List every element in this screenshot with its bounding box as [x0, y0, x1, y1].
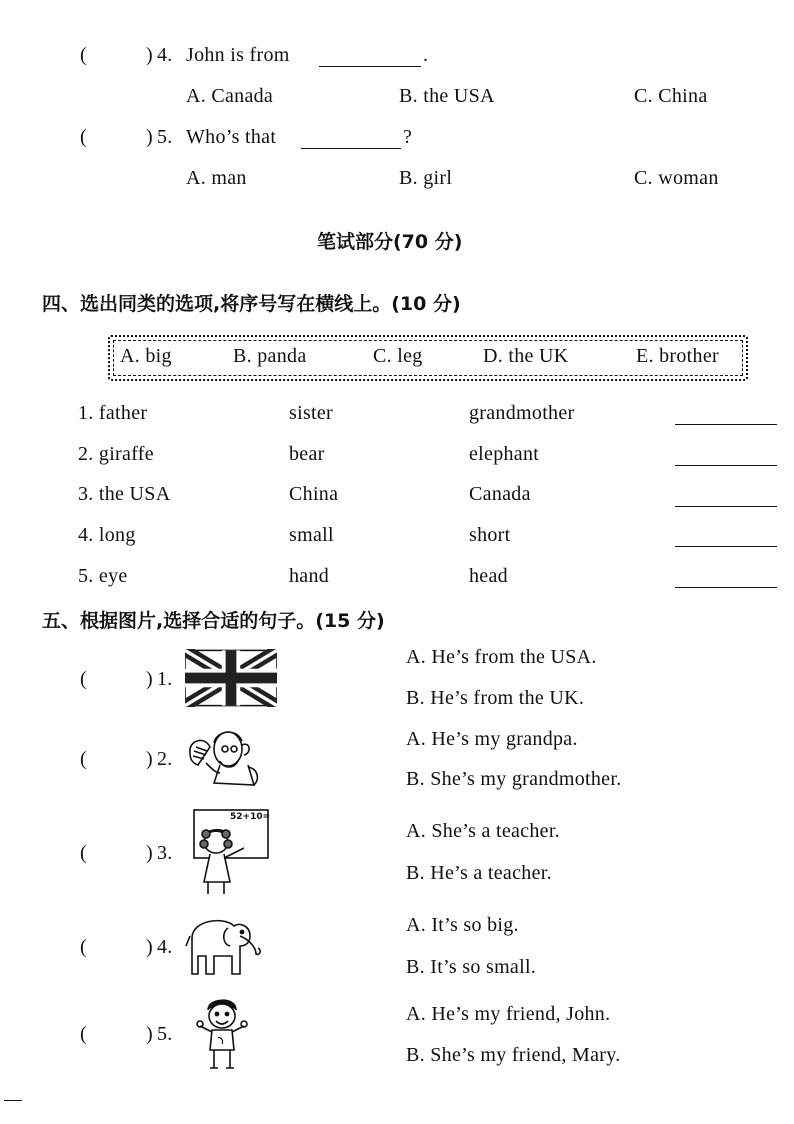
- row-word-3: short: [469, 524, 511, 546]
- option-b: B. the USA: [399, 85, 495, 107]
- choice-b: B. panda: [233, 345, 307, 367]
- boy-icon: [196, 996, 248, 1072]
- question-number: 4.: [157, 936, 173, 958]
- row-word-2: sister: [289, 402, 334, 424]
- written-part-title: 笔试部分(70 分): [317, 231, 463, 253]
- option-a: A. He’s from the USA.: [406, 646, 597, 668]
- answer-paren-close: ): [146, 748, 153, 770]
- answer-paren-open: (: [80, 748, 87, 770]
- answer-paren-open: (: [80, 842, 87, 864]
- answer-paren-close: ): [146, 668, 153, 690]
- option-b: B. She’s my friend, Mary.: [406, 1044, 621, 1066]
- question-stem: Who’s that: [186, 126, 277, 148]
- row-word-2: small: [289, 524, 334, 546]
- answer-paren-open: (: [80, 936, 87, 958]
- question-number: 1.: [157, 668, 173, 690]
- answer-paren-open: (: [80, 668, 87, 690]
- option-a: A. He’s my grandpa.: [406, 728, 578, 750]
- option-b: B. He’s from the UK.: [406, 687, 585, 709]
- question-stem-end: ?: [403, 126, 413, 148]
- answer-blank[interactable]: [301, 148, 401, 149]
- answer-blank[interactable]: [675, 546, 777, 547]
- option-a: A. He’s my friend, John.: [406, 1003, 611, 1025]
- answer-paren-open: (: [80, 44, 87, 66]
- answer-blank[interactable]: [319, 66, 421, 67]
- answer-blank[interactable]: [675, 587, 777, 588]
- row-word-2: China: [289, 483, 339, 505]
- question-stem-end: .: [423, 44, 429, 66]
- option-a: A. Canada: [186, 85, 274, 107]
- option-c: C. woman: [634, 167, 719, 189]
- question-number: 5.: [157, 1023, 173, 1045]
- answer-paren-close: ): [146, 126, 153, 148]
- question-number: 3.: [157, 842, 173, 864]
- choice-e: E. brother: [636, 345, 719, 367]
- option-b: B. She’s my grandmother.: [406, 768, 622, 790]
- section-5-title: 五、根据图片,选择合适的句子。(15 分): [42, 610, 385, 632]
- option-b: B. girl: [399, 167, 453, 189]
- answer-paren-open: (: [80, 1023, 87, 1045]
- choice-d: D. the UK: [483, 345, 569, 367]
- answer-blank[interactable]: [675, 424, 777, 425]
- section-4-title: 四、选出同类的选项,将序号写在横线上。(10 分): [42, 293, 461, 315]
- row-word-2: bear: [289, 443, 325, 465]
- answer-paren-close: ): [146, 936, 153, 958]
- row-word-1: 3. the USA: [78, 483, 171, 505]
- row-word-1: 1. father: [78, 402, 148, 424]
- row-word-3: elephant: [469, 443, 540, 465]
- answer-paren-close: ): [146, 842, 153, 864]
- uk-flag-icon: [185, 649, 277, 707]
- answer-paren-open: (: [80, 126, 87, 148]
- option-a: A. She’s a teacher.: [406, 820, 560, 842]
- answer-blank[interactable]: [675, 506, 777, 507]
- option-b: B. It’s so small.: [406, 956, 537, 978]
- option-b: B. He’s a teacher.: [406, 862, 552, 884]
- row-word-1: 5. eye: [78, 565, 128, 587]
- row-word-1: 2. giraffe: [78, 443, 154, 465]
- option-c: C. China: [634, 85, 708, 107]
- question-number: 2.: [157, 748, 173, 770]
- elephant-icon: [184, 910, 268, 980]
- answer-paren-close: ): [146, 1023, 153, 1045]
- board-text: 52+10=: [230, 812, 271, 822]
- grandpa-icon: [184, 723, 268, 793]
- question-number: 4.: [157, 44, 173, 66]
- row-word-3: grandmother: [469, 402, 575, 424]
- answer-blank[interactable]: [675, 465, 777, 466]
- choice-a: A. big: [120, 345, 172, 367]
- page-edge-mark: [4, 1100, 22, 1101]
- choice-c: C. leg: [373, 345, 423, 367]
- row-word-1: 4. long: [78, 524, 136, 546]
- teacher-icon: [190, 808, 274, 896]
- option-a: A. It’s so big.: [406, 914, 519, 936]
- option-a: A. man: [186, 167, 247, 189]
- row-word-2: hand: [289, 565, 330, 587]
- row-word-3: head: [469, 565, 508, 587]
- answer-paren-close: ): [146, 44, 153, 66]
- question-number: 5.: [157, 126, 173, 148]
- row-word-3: Canada: [469, 483, 531, 505]
- question-stem: John is from: [186, 44, 290, 66]
